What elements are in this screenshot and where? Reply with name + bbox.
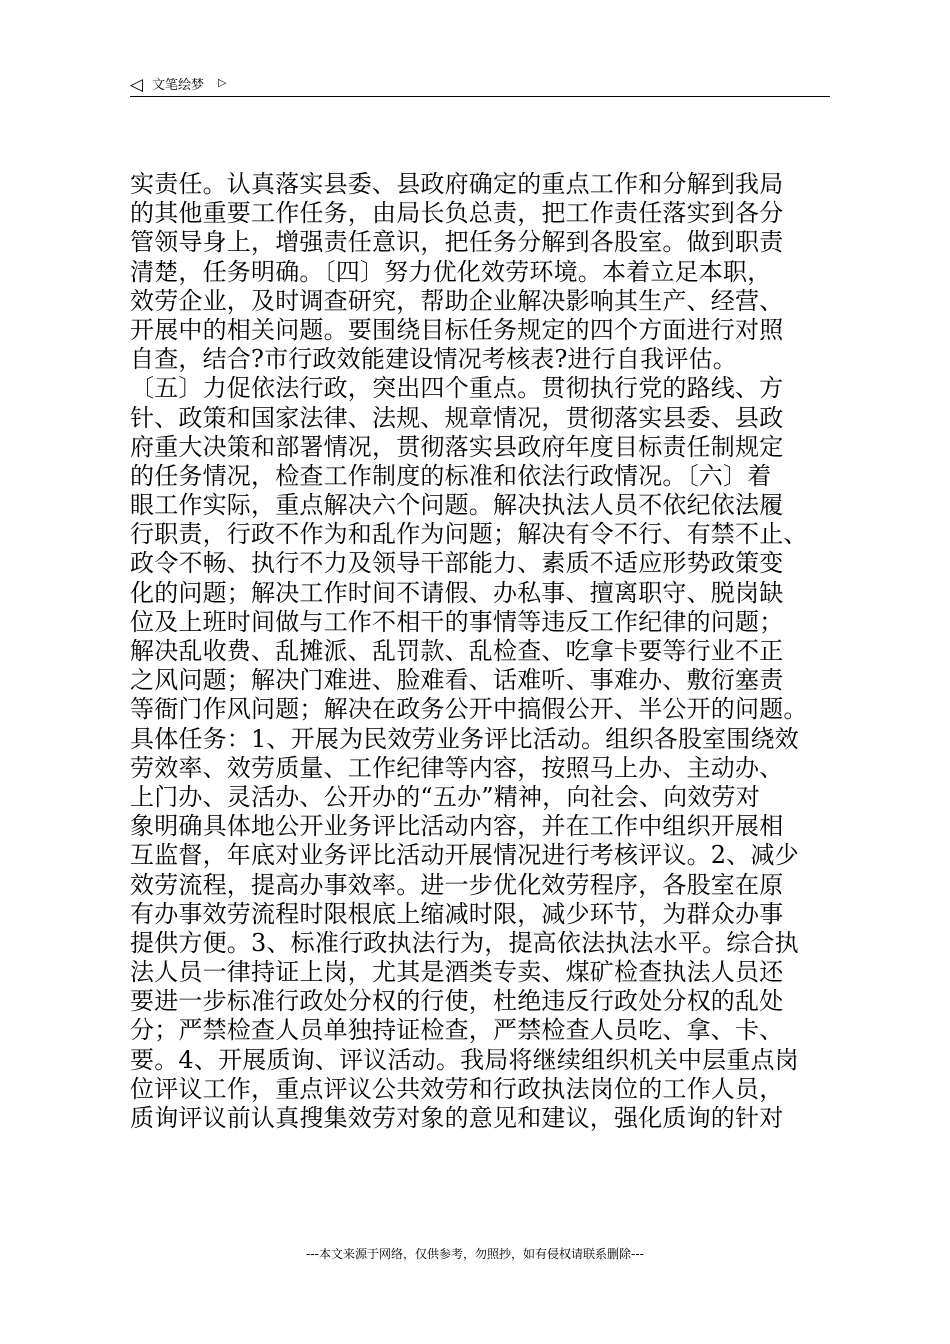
header-title: 文笔绘梦: [152, 78, 205, 93]
right-triangle-icon: ▷: [218, 76, 227, 89]
header-divider: [130, 96, 830, 97]
body-text-line: 效劳企业，及时调查研究，帮助企业解决影响其生产、经营、: [130, 286, 784, 315]
body-text-line: 府重大决策和部署情况，贯彻落实县政府年度目标责任制规定: [130, 432, 784, 461]
body-text-line: 〔五〕力促依法行政，突出四个重点。贯彻执行党的路线、方: [130, 374, 784, 403]
body-text-line: 要进一步标准行政处分权的行使，杜绝违反行政处分权的乱处: [130, 987, 784, 1016]
body-text-line: 象明确具体地公开业务评比活动内容，并在工作中组织开展相: [130, 812, 784, 841]
footer-disclaimer: ---本文来源于网络，仅供参考，勿照抄，如有侵权请联系删除---: [306, 1247, 644, 1261]
body-text-line: 效劳流程，提高办事效率。进一步优化效劳程序，各股室在原: [130, 870, 784, 899]
body-text-line: 分；严禁检查人员单独持证检查，严禁检查人员吃、拿、卡、: [130, 1016, 784, 1045]
body-text-line: 具体任务：1、开展为民效劳业务评比活动。组织各股室围绕效: [130, 724, 799, 753]
body-text-line: 有办事效劳流程时限根底上缩减时限，减少环节，为群众办事: [130, 899, 784, 928]
body-text-line: 上门办、灵活办、公开办的“五办”精神，向社会、向效劳对: [130, 782, 760, 811]
body-text-line: 管领导身上，增强责任意识，把任务分解到各股室。做到职责: [130, 228, 784, 257]
body-text-line: 针、政策和国家法律、法规、规章情况，贯彻落实县委、县政: [130, 403, 784, 432]
body-text-line: 清楚，任务明确。〔四〕努力优化效劳环境。本着立足本职，: [130, 257, 772, 286]
body-text-line: 互监督，年底对业务评比活动开展情况进行考核评议。2、减少: [130, 841, 799, 870]
body-text-line: 劳效率、效劳质量、工作纪律等内容，按照马上办、主动办、: [130, 753, 784, 782]
body-text-line: 政令不畅、执行不力及领导干部能力、素质不适应形势政策变: [130, 549, 784, 578]
document-body: [130, 170, 830, 1133]
body-text-line: 的其他重要工作任务，由局长负总责，把工作责任落实到各分: [130, 199, 784, 228]
body-text-line: 之风问题；解决门难进、脸难看、话难听、事难办、敷衍塞责: [130, 666, 784, 695]
body-text-line: 行职责，行政不作为和乱作为问题；解决有令不行、有禁不止、: [130, 520, 808, 549]
left-triangle-icon: ◁: [130, 75, 144, 95]
body-text-line: 化的问题；解决工作时间不请假、办私事、擅离职守、脱岗缺: [130, 578, 784, 607]
body-text-line: 位评议工作，重点评议公共效劳和行政执法岗位的工作人员，: [130, 1074, 784, 1103]
body-text-line: 自查，结合?市行政效能建设情况考核表?进行自我评估。: [130, 345, 737, 374]
body-text-line: 位及上班时间做与工作不相干的事情等违反工作纪律的问题；: [130, 607, 784, 636]
body-text-line: 要。4、开展质询、评议活动。我局将继续组织机关中层重点岗: [130, 1045, 799, 1074]
page-header: [130, 74, 830, 98]
body-text-line: 质询评议前认真搜集效劳对象的意见和建议，强化质询的针对: [130, 1104, 784, 1132]
body-text-line: 实责任。认真落实县委、县政府确定的重点工作和分解到我局: [130, 170, 784, 198]
body-text-line: 提供方便。3、标准行政执法行为，提高依法执法水平。综合执: [130, 928, 799, 957]
body-text-line: 等衙门作风问题；解决在政务公开中搞假公开、半公开的问题。: [130, 695, 808, 724]
body-text-line: 解决乱收费、乱摊派、乱罚款、乱检查、吃拿卡要等行业不正: [130, 637, 784, 665]
body-text-line: 开展中的相关问题。要围绕目标任务规定的四个方面进行对照: [130, 315, 784, 344]
body-text-line: 眼工作实际，重点解决六个问题。解决执法人员不依纪依法履: [130, 491, 784, 520]
body-text-line: 法人员一律持证上岗，尤其是酒类专卖、煤矿检查执法人员还: [130, 958, 784, 987]
body-text-line: 的任务情况，检查工作制度的标准和依法行政情况。〔六〕着: [130, 461, 772, 490]
